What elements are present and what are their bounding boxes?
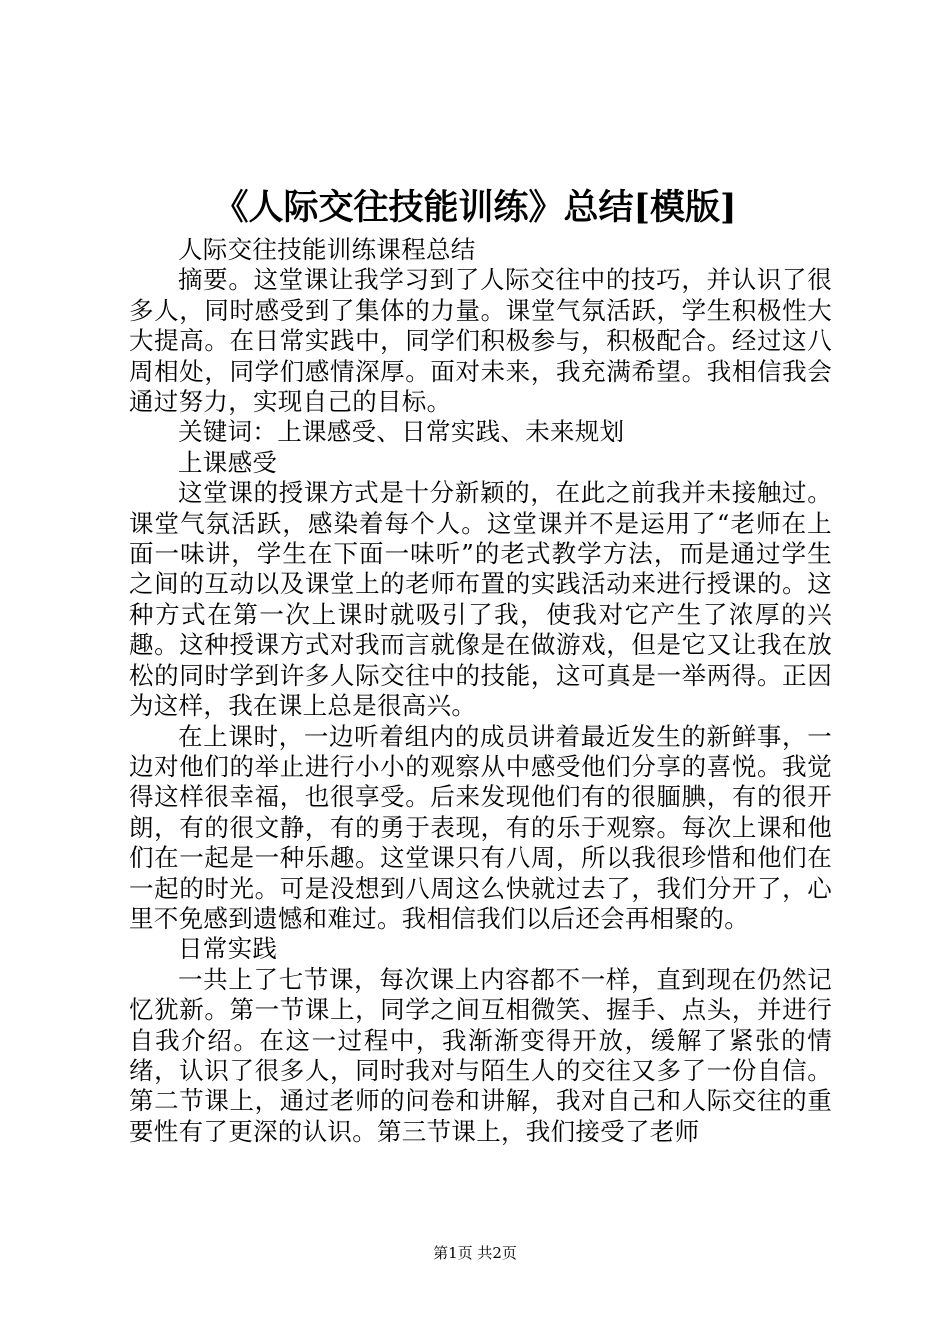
paragraph-teaching-method: 这堂课的授课方式是十分新颖的，在此之前我并未接触过。课堂气氛活跃，感染着每个人。这堂课并不是运用了“老师在上面一味讲，学生在下面一味听”的老式教学方法，而是通过学生之间的互动以及课堂上的老师布置的实践活动来进行授课的。这种方式在第一次上课时就吸引了我，使我对它产生了浓厚的兴趣。这种授课方式对我而言就像是在做游戏，但是它又让我在放松的同时学到许多人际交往中的技能，这可真是一举两得。正因为这样，我在课上总是很高兴。 [129, 478, 832, 721]
paragraph-group-members: 在上课时，一边听着组内的成员讲着最近发生的新鲜事，一边对他们的举止进行小小的观察从中感受他们分享的喜悦。我觉得这样很幸福，也很享受。后来发现他们有的很腼腆，有的很开朗，有的很文静，有的勇于表现，有的乐于观察。每次上课和他们在一起是一种乐趣。这堂课只有八周，所以我很珍惜和他们在一起的时光。可是没想到八周这么快就过去了，我们分开了，心里不免感到遗憾和难过。我相信我们以后还会再相聚的。 [129, 721, 832, 933]
page-footer: 第1页 共2页 [433, 1244, 517, 1262]
paragraph-abstract: 摘要。这堂课让我学习到了人际交往中的技巧，并认识了很多人，同时感受到了集体的力量。课堂气氛活跃，学生积极性大大提高。在日常实践中，同学们积极参与，积极配合。经过这八周相处，同学们感情深厚。面对未来，我充满希望。我相信我会通过努力，实现自己的目标。 [129, 265, 832, 417]
paragraph-keywords: 关键词：上课感受、日常实践、未来规划 [178, 417, 625, 447]
heading-daily-practice: 日常实践 [178, 934, 278, 964]
paragraph-course-title: 人际交往技能训练课程总结 [178, 235, 476, 264]
heading-class-feelings: 上课感受 [178, 447, 278, 477]
document-title: 《人际交往技能训练》总结[模版] [213, 187, 737, 228]
document-body [129, 235, 832, 1147]
paragraph-seven-classes: 一共上了七节课，每次课上内容都不一样，直到现在仍然记忆犹新。第一节课上，同学之间互相微笑、握手、点头，并进行自我介绍。在这一过程中，我渐渐变得开放，缓解了紧张的情绪，认识了很多人，同时我对与陌生人的交往又多了一份自信。第二节课上，通过老师的问卷和讲解，我对自己和人际交往的重要性有了更深的认识。第三节课上，我们接受了老师 [129, 964, 832, 1146]
